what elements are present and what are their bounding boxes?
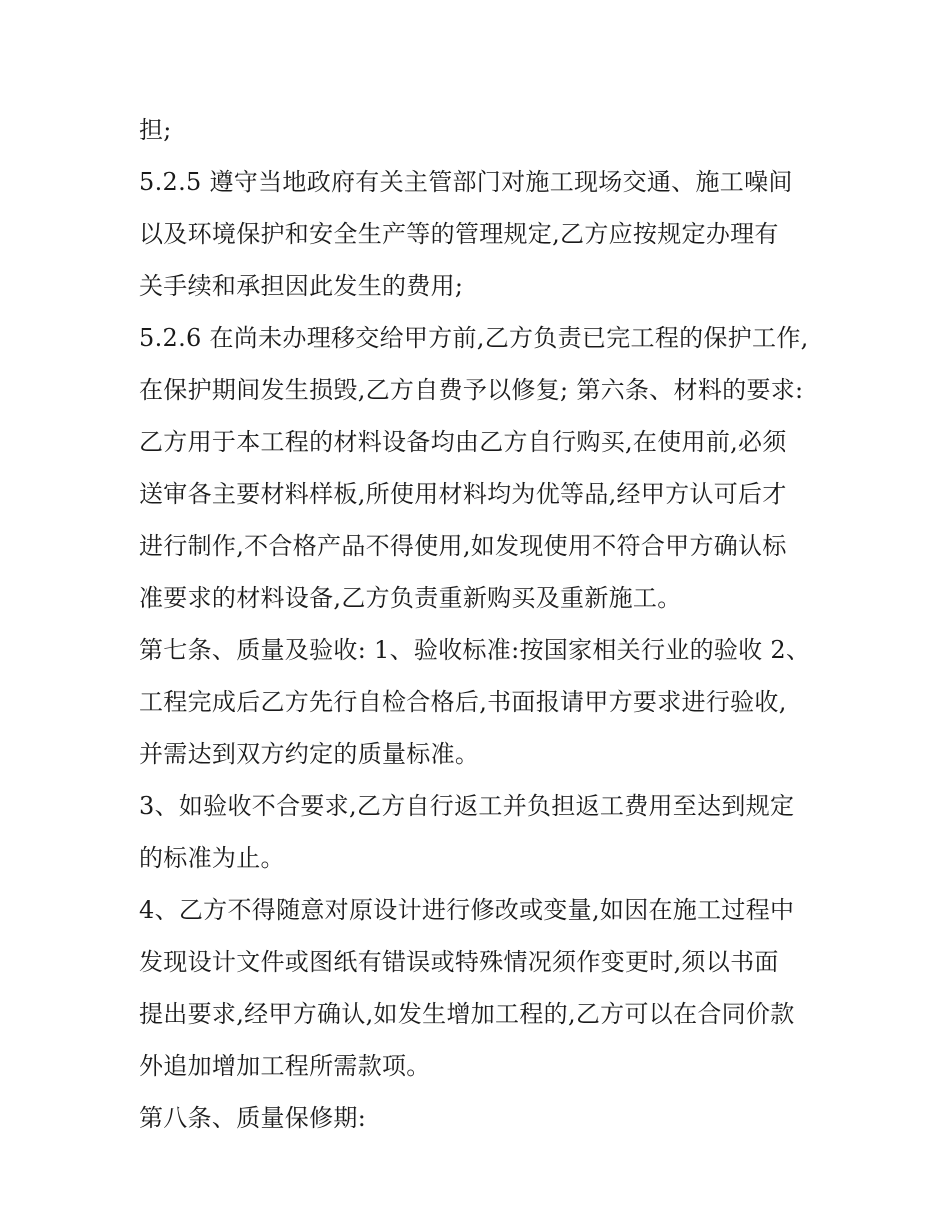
text-line: 工程完成后乙方先行自检合格后,书面报请甲方要求进行验收, [139,688,787,716]
text-line: 进行制作,不合格产品不得使用,如发现使用不符合甲方确认标 [139,532,787,560]
text-line: 乙方用于本工程的材料设备均由乙方自行购买,在使用前,必须 [139,428,787,456]
text-line: 发现设计文件或图纸有错误或特殊情况须作变更时,须以书面 [139,948,779,976]
document-body [139,104,829,1144]
text-line: 3、如验收不合要求,乙方自行返工并负担返工费用至达到规定 [139,792,795,820]
text-line: 关手续和承担因此发生的费用; [139,272,464,300]
text-line: 5.2.6 在尚未办理移交给甲方前,乙方负责已完工程的保护工作, [139,324,809,352]
text-line: 担; [139,116,172,144]
text-line: 外追加增加工程所需款项。 [139,1052,431,1080]
text-line: 准要求的材料设备,乙方负责重新购买及重新施工。 [139,584,682,612]
text-line: 并需达到双方约定的质量标准。 [139,740,480,768]
text-line: 提出要求,经甲方确认,如发生增加工程的,乙方可以在合同价款 [139,1000,795,1028]
text-line: 第七条、质量及验收: 1、验收标准:按国家相关行业的验收 2、 [139,636,811,664]
text-line: 第八条、质量保修期: [139,1104,367,1132]
text-line: 5.2.5 遵守当地政府有关主管部门对施工现场交通、施工噪间 [139,168,793,196]
text-line: 的标准为止。 [139,844,285,872]
text-line: 送审各主要材料样板,所使用材料均为优等品,经甲方认可后才 [139,480,787,508]
text-line: 以及环境保护和安全生产等的管理规定,乙方应按规定办理有 [139,220,779,248]
text-line: 4、乙方不得随意对原设计进行修改或变量,如因在施工过程中 [139,896,795,924]
text-line: 在保护期间发生损毁,乙方自费予以修复; 第六条、材料的要求: [139,376,804,404]
